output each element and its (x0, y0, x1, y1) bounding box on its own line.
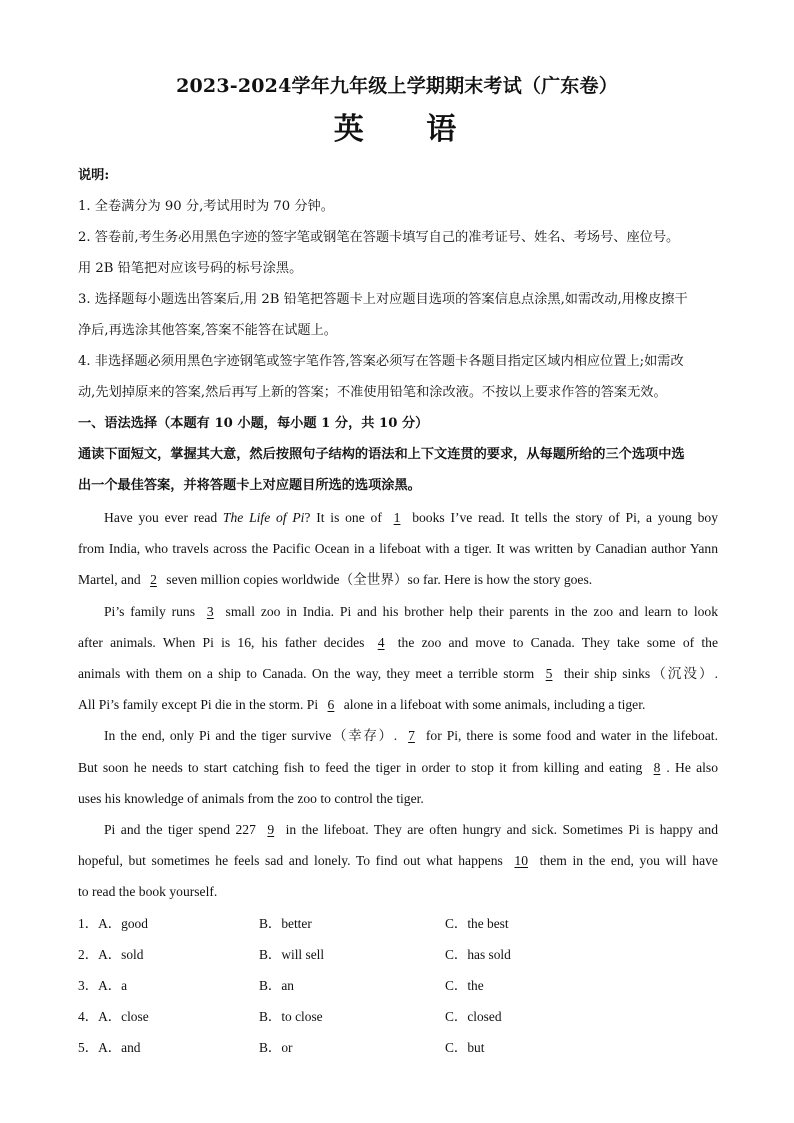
option-a: 3．A．a (78, 978, 128, 993)
passage-line: uses his knowledge of animals from the zoo to control the tiger. (78, 791, 424, 806)
exam-title: 2023-2024学年九年级上学期期末考试（广东卷） (176, 75, 618, 97)
passage-line: animals with them on a ship to Canada. On the way, they meet a terrible storm 5 their ship sinks（沉没）. (78, 664, 718, 684)
blank-5: 5 (545, 666, 553, 681)
section-heading: 一、语法选择（本题有 10 小题，每小题 1 分，共 10 分） (78, 416, 429, 431)
book-title: The Life of Pi (222, 510, 305, 525)
option-c: C．has sold (445, 947, 511, 962)
passage-line: to read the book yourself. (78, 884, 218, 899)
option-c: C．but (445, 1040, 485, 1055)
blank-2: 2 (150, 572, 157, 587)
passage-line: All Pi’s family except Pi die in the storm. Pi 6 alone in a lifeboat with some animals, including a tiger. (78, 695, 718, 715)
instruction-line: 动,先划掉原来的答案,然后再写上新的答案；不准使用铅笔和涂改液。不按以上要求作答的答案无效。 (78, 385, 667, 400)
option-c: C．the best (445, 916, 509, 931)
passage-line: hopeful, but sometimes he feels sad and lonely. To find out what happens 10 them in the end, you will have (78, 851, 718, 871)
option-c: C．the (445, 978, 484, 993)
passage-line: Pi and the tiger spend 227 9 in the lifeboat. They are often hungry and sick. Sometimes Pi is happy and (78, 820, 718, 840)
blank-3: 3 (206, 604, 214, 619)
instruction-line: 2. 答卷前,考生务必用黑色字迹的签字笔或钢笔在答题卡填写自己的准考证号、姓名、考场号、座位号。 (78, 230, 680, 245)
option-b: B．or (259, 1040, 293, 1055)
passage-line: from India, who travels across the Pacific Ocean in a lifeboat with a tiger. It was written by Canadian author Yann (78, 541, 718, 556)
option-b: B．an (259, 978, 294, 993)
blank-6: 6 (327, 697, 335, 712)
instruction-line: 用 2B 铅笔把对应该号码的标号涂黑。 (78, 261, 303, 276)
section-directions: 出一个最佳答案，并将答题卡上对应题目所选的选项涂黑。 (78, 478, 421, 493)
instruction-line: 4. 非选择题必须用黑色字迹钢笔或签字笔作答,答案必须写在答题卡各题目指定区域内相应位置上;如需改 (78, 354, 684, 369)
blank-4: 4 (377, 635, 385, 650)
blank-8: 8 (653, 760, 661, 775)
option-b: B．better (259, 916, 312, 931)
passage-line: But soon he needs to start catching fish to feed the tiger in order to stop it from killing and eating 8 . He also (78, 758, 718, 778)
blank-9: 9 (267, 822, 275, 837)
blank-10: 10 (514, 853, 529, 868)
passage-line: Have you ever read The Life of Pi? It is one of 1 books I’ve read. It tells the story of Pi, a young boy (78, 508, 718, 528)
option-b: B．will sell (259, 947, 325, 962)
section-directions: 通读下面短文，掌握其大意，然后按照句子结构的语法和上下文连贯的要求，从每题所给的三个选项中选 (78, 447, 685, 462)
instruction-line: 3. 选择题每小题选出答案后,用 2B 铅笔把答题卡上对应题目选项的答案信息点涂黑,如需改动,用橡皮擦干 (78, 292, 688, 307)
blank-7: 7 (408, 728, 415, 743)
option-c: C．closed (445, 1009, 502, 1024)
passage-line: Pi’s family runs 3 small zoo in India. Pi and his brother help their parents in the zoo and learn to look (78, 602, 718, 622)
passage-line: after animals. When Pi is 16, his father decides 4 the zoo and move to Canada. They take some of the (78, 633, 718, 653)
instructions-label: 说明: (78, 168, 110, 183)
blank-1: 1 (393, 510, 401, 525)
passage-line: In the end, only Pi and the tiger survive（幸存）. 7 for Pi, there is some food and water in the lifeboat. (78, 726, 718, 746)
passage-line: Martel, and 2 seven million copies worldwide（全世界）so far. Here is how the story goes. (78, 570, 718, 590)
subject-title: 英 语 (333, 112, 483, 147)
instruction-line: 1. 全卷满分为 90 分,考试用时为 70 分钟。 (78, 199, 334, 214)
option-a: 4．A．close (78, 1009, 149, 1024)
instruction-line: 净后,再选涂其他答案,答案不能答在试题上。 (78, 323, 337, 338)
option-a: 5．A．and (78, 1040, 141, 1055)
option-b: B．to close (259, 1009, 323, 1024)
option-a: 2．A．sold (78, 947, 144, 962)
option-a: 1．A．good (78, 916, 148, 931)
